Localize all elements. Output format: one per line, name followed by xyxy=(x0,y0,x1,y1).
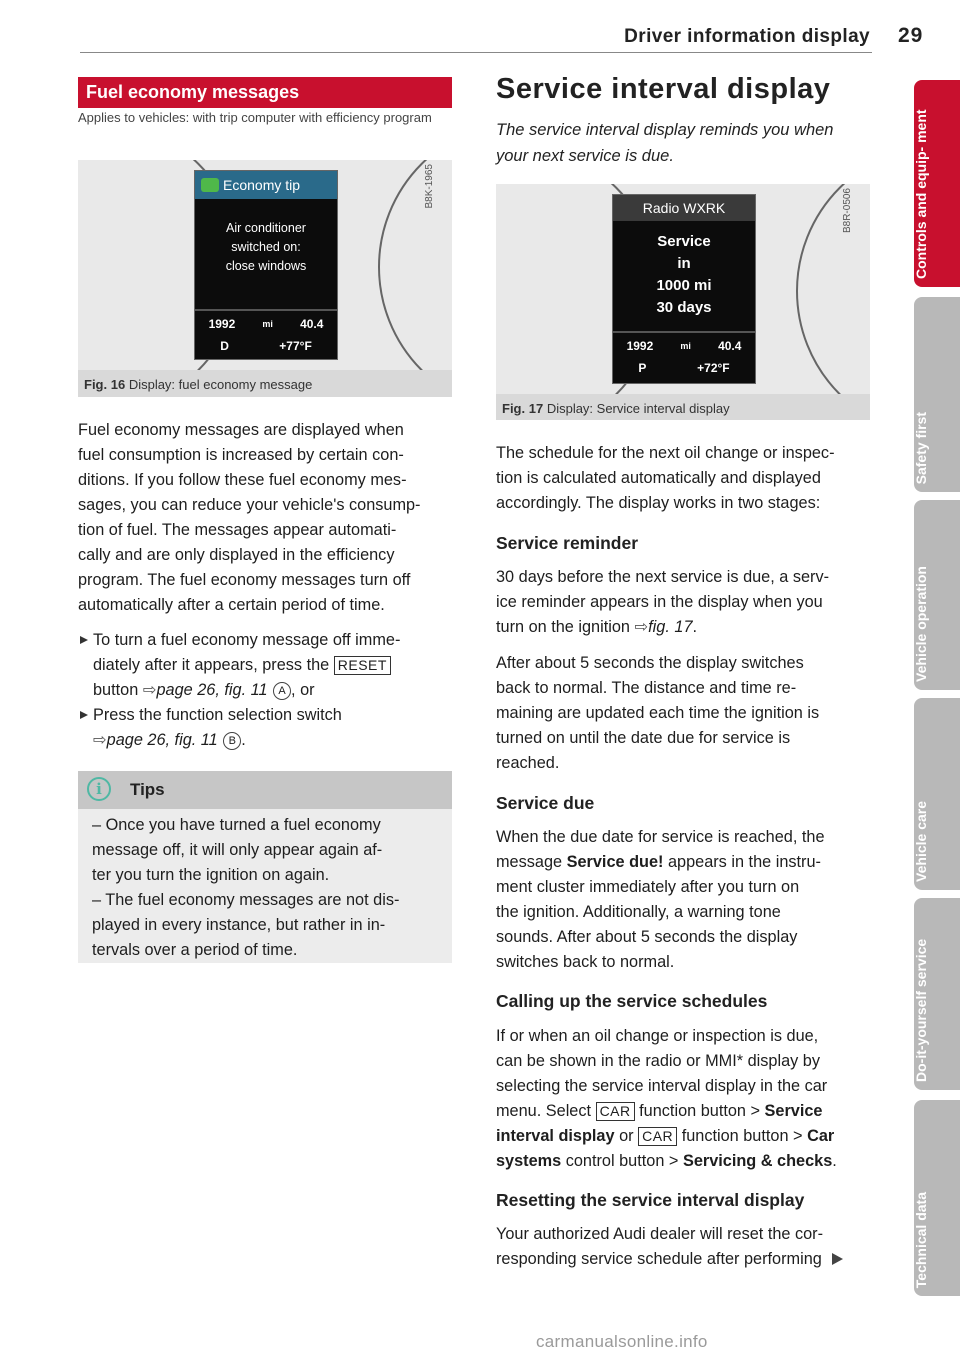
caption-text: Display: Service interval display xyxy=(546,401,730,416)
service-intro-paragraph xyxy=(496,441,886,516)
tip-line: ter you turn the ignition on again. xyxy=(92,866,330,884)
caption-label: Fig. 16 xyxy=(84,377,126,392)
car-key: CAR xyxy=(638,1127,677,1146)
side-tab-do-it-yourself[interactable] xyxy=(914,898,960,1090)
caption-text: Display: fuel economy message xyxy=(128,377,313,392)
running-header-title: Driver information display xyxy=(624,26,870,47)
paragraph-line: accordingly. The display works in two stages: xyxy=(496,494,821,512)
paragraph-line: switches back to normal. xyxy=(496,953,675,971)
paragraph-text: menu. Select xyxy=(496,1102,592,1120)
lead-line: your next service is due. xyxy=(496,147,674,165)
trip-value: 40.4 xyxy=(718,339,742,353)
side-tab-vehicle-operation[interactable] xyxy=(914,500,960,690)
instrument-cluster-image xyxy=(78,160,452,370)
screen-header xyxy=(195,171,337,199)
paragraph-text: . xyxy=(832,1152,837,1170)
paragraph-line: tion of fuel. The messages appear automati- xyxy=(78,521,397,539)
paragraph-line: ditions. If you follow these fuel economy mes- xyxy=(78,471,407,489)
paragraph-line: can be shown in the radio or MMI* display by xyxy=(496,1052,820,1070)
paragraph-line: reached. xyxy=(496,754,560,772)
paragraph-line: back to normal. The distance and time re- xyxy=(496,679,797,697)
subheading-calling-up: Calling up the service schedules xyxy=(496,991,768,1011)
message-line: 30 days xyxy=(656,299,712,316)
economy-tip-icon xyxy=(201,178,219,192)
tips-header xyxy=(78,771,452,809)
service-due-paragraph xyxy=(496,825,886,975)
outside-temp: +72°F xyxy=(697,361,730,375)
outside-temp: +77°F xyxy=(279,339,312,353)
subheading-resetting: Resetting the service interval display xyxy=(496,1190,805,1210)
section-lead xyxy=(496,117,876,169)
odometer-value: 1992 xyxy=(626,339,654,353)
paragraph-line: sages, you can reduce your vehicle's consump- xyxy=(78,496,421,514)
subheading-service-reminder: Service reminder xyxy=(496,533,639,553)
caption-label: Fig. 17 xyxy=(502,401,544,416)
menu-item-term: Car xyxy=(807,1127,835,1145)
figure-17-caption xyxy=(502,401,730,416)
tip-line: played in every instance, but rather in in- xyxy=(92,916,386,934)
message-line: switched on: xyxy=(231,240,301,254)
odometer-unit: mi xyxy=(680,341,691,351)
step-line: Press the function selection switch xyxy=(93,706,342,724)
paragraph-line: ice reminder appears in the display when you xyxy=(496,593,823,611)
car-key: CAR xyxy=(596,1102,635,1121)
right-gauge-dial xyxy=(378,160,452,370)
paragraph-text: or xyxy=(619,1127,634,1145)
gear-indicator: P xyxy=(638,361,647,375)
paragraph-line: tion is calculated automatically and displayed xyxy=(496,469,821,487)
paragraph-line: turned on until the date due for service is xyxy=(496,729,791,747)
figure-code: B8K-1965 xyxy=(424,164,435,209)
menu-item-term: interval display xyxy=(496,1127,615,1145)
figure-16-caption xyxy=(84,377,312,392)
applies-to-note: Applies to vehicles: with trip computer with efficiency program xyxy=(78,110,432,125)
paragraph-line: cally and are only displayed in the efficiency xyxy=(78,546,395,564)
figure-17 xyxy=(496,184,870,420)
screen-message xyxy=(613,221,755,333)
side-tab-label: Vehicle operation xyxy=(913,566,929,682)
screen-status-bar xyxy=(613,333,755,379)
side-tab-technical-data[interactable] xyxy=(914,1100,960,1296)
screen-header-text: Economy tip xyxy=(223,177,301,193)
figure-reference-link[interactable]: fig. 17 xyxy=(648,618,693,636)
tip-line: tervals over a period of time. xyxy=(92,941,298,959)
tip-line: message off, it will only appear again af- xyxy=(92,841,383,859)
instruction-step xyxy=(78,703,458,753)
reference-arrow-icon: ⇨ xyxy=(93,731,107,749)
service-due-term: Service due! xyxy=(566,853,664,871)
message-line: Service xyxy=(657,233,711,250)
odometer-value: 1992 xyxy=(208,317,236,331)
paragraph-line: fuel consumption is increased by certain con- xyxy=(78,446,404,464)
paragraph-line: 30 days before the next service is due, a serv- xyxy=(496,568,830,586)
menu-item-term: Service xyxy=(764,1102,823,1120)
paragraph-line: Your authorized Audi dealer will reset the cor- xyxy=(496,1225,824,1243)
lead-line: The service interval display reminds you when xyxy=(496,121,834,139)
page-reference-link[interactable]: page 26, fig. 11 xyxy=(106,731,218,749)
paragraph-text: message xyxy=(496,853,563,871)
paragraph-line: ment cluster immediately after you turn on xyxy=(496,878,800,896)
menu-item-term: systems xyxy=(496,1152,562,1170)
paragraph-line: After about 5 seconds the display switches xyxy=(496,654,804,672)
cluster-screen xyxy=(194,170,338,360)
paragraph-line: selecting the service interval display in the car xyxy=(496,1077,828,1095)
paragraph-line: If or when an oil change or inspection is due, xyxy=(496,1027,819,1045)
message-line: in xyxy=(677,255,691,272)
step-text: . xyxy=(241,731,246,749)
reference-arrow-icon: ⇨ xyxy=(142,681,157,699)
paragraph-line: the ignition. Additionally, a warning tone xyxy=(496,903,781,921)
menu-item-term: Servicing & checks xyxy=(682,1152,833,1170)
paragraph-line: responding service schedule after performing xyxy=(496,1250,822,1268)
watermark: carmanualsonline.info xyxy=(536,1332,708,1351)
side-tab-label: Controls and equip- ment xyxy=(913,109,929,279)
side-tab-label: Vehicle care xyxy=(913,801,929,882)
paragraph-line: program. The fuel economy messages turn off xyxy=(78,571,411,589)
trip-value: 40.4 xyxy=(300,317,324,331)
paragraph-line: When the due date for service is reached, the xyxy=(496,828,825,846)
callout-b: B xyxy=(223,732,241,750)
step-line: diately after it appears, press the xyxy=(93,656,330,674)
tip-item xyxy=(78,888,452,963)
side-tab-label: Safety first xyxy=(913,411,929,484)
paragraph-line: Fuel economy messages are displayed when xyxy=(78,421,404,439)
figure-code: B8R-0506 xyxy=(842,188,853,234)
gear-indicator: D xyxy=(220,339,229,353)
side-tab-safety[interactable] xyxy=(914,297,960,492)
tips-body xyxy=(78,809,452,963)
calling-up-paragraph xyxy=(496,1024,896,1174)
paragraph-line: automatically after a certain period of time. xyxy=(78,596,385,614)
odometer-unit: mi xyxy=(262,319,273,329)
message-line: close windows xyxy=(225,259,307,273)
fuel-economy-paragraph xyxy=(78,418,458,618)
step-line: To turn a fuel economy message off imme- xyxy=(93,631,401,649)
message-line: 1000 mi xyxy=(656,277,712,294)
section-title-bar: Fuel economy messages xyxy=(78,77,452,108)
screen-status-bar xyxy=(195,311,337,357)
section-heading: Service interval display xyxy=(496,73,831,105)
instruction-list xyxy=(78,628,458,753)
instruction-step xyxy=(78,628,458,703)
paragraph-text: appears in the instru- xyxy=(667,853,821,871)
paragraph-line: sounds. After about 5 seconds the display xyxy=(496,928,798,946)
side-tab-vehicle-care[interactable] xyxy=(914,698,960,890)
info-icon: i xyxy=(87,777,111,801)
tips-title: Tips xyxy=(130,780,165,799)
side-tab-label: Technical data xyxy=(913,1191,929,1288)
side-tab-label: Do-it-yourself service xyxy=(913,938,929,1082)
paragraph-text: function button > xyxy=(639,1102,761,1120)
continue-arrow-icon xyxy=(832,1253,843,1265)
paragraph-line: The schedule for the next oil change or inspec- xyxy=(496,444,835,462)
reference-arrow-icon: ⇨ xyxy=(634,618,649,636)
step-line: button xyxy=(93,681,139,699)
right-gauge-dial xyxy=(796,184,870,394)
page-number: 29 xyxy=(898,24,924,47)
message-line: Air conditioner xyxy=(226,221,306,235)
subheading-service-due: Service due xyxy=(496,793,595,813)
cluster-screen xyxy=(612,194,756,384)
service-reminder-paragraph: 30 days before the next service is due, a serv- ice reminder appears in the display when you turn on the ignition ⇨fig. 17. xyxy=(496,565,886,640)
reset-key: RESET xyxy=(334,656,391,675)
service-reminder-paragraph-2 xyxy=(496,651,886,776)
screen-header: Radio WXRK xyxy=(613,195,755,221)
paragraph-text: control button > xyxy=(565,1152,679,1170)
instrument-cluster-image xyxy=(496,184,870,394)
resetting-paragraph xyxy=(496,1222,896,1272)
side-tab-controls[interactable] xyxy=(914,80,960,287)
tip-item xyxy=(78,813,452,888)
callout-a: A xyxy=(273,682,291,700)
screen-message xyxy=(195,199,337,311)
page-reference-link[interactable]: page 26, fig. 11 xyxy=(156,681,268,699)
paragraph-line: maining are updated each time the ignition is xyxy=(496,704,820,722)
paragraph-text: function button > xyxy=(681,1127,803,1145)
step-text: , or xyxy=(291,681,315,699)
tip-line: – Once you have turned a fuel economy xyxy=(92,816,381,834)
figure-16 xyxy=(78,160,452,397)
header-rule xyxy=(80,52,872,53)
tip-line: – The fuel economy messages are not dis- xyxy=(92,891,400,909)
paragraph-line: turn on the ignition xyxy=(496,618,630,636)
